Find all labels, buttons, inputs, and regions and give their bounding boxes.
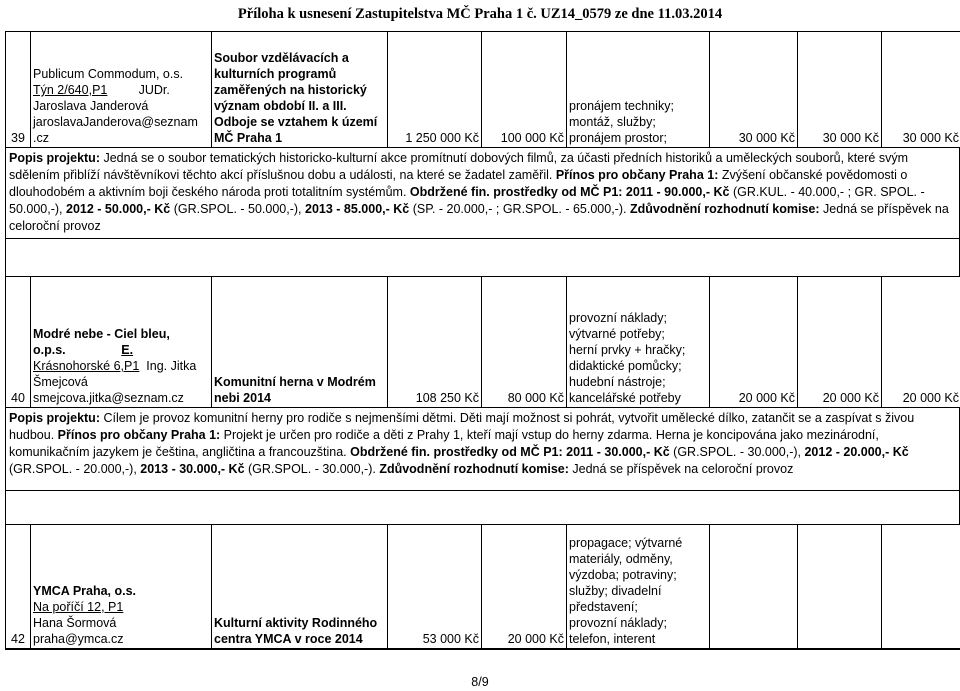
- purpose-cell: provozní náklady; výtvarné potřeby; herní prvky + hračky; didaktické pomůcky; hudební nástroje; kancelářské potřeby: [567, 277, 710, 407]
- total-cost-cell: 53 000 Kč: [388, 525, 482, 648]
- page-header: Příloha k usnesení Zastupitelstva MČ Praha 1 č. UZ14_0579 ze dne 11.03.2014: [237, 6, 723, 22]
- table-row: [6, 32, 960, 148]
- project-name-cell: Komunitní herna v Modrém nebi 2014: [212, 277, 388, 407]
- amount-cell-3: [882, 525, 960, 648]
- table-row: [6, 277, 960, 408]
- total-cost-cell: 108 250 Kč: [388, 277, 482, 407]
- amount-cell-1: 30 000 Kč: [710, 32, 798, 147]
- amount-cell-2: 30 000 Kč: [798, 32, 882, 147]
- applicant-cell: Modré nebe - Ciel bleu, o.p.s. E. Krásnohorské 6,P1 Ing. Jitka Šmejcová smejcova.jitka@seznam.cz: [31, 277, 212, 407]
- row-number: 40: [6, 277, 31, 407]
- grant-table-39: [5, 31, 960, 650]
- purpose-cell: pronájem techniky; montáž, služby; pronájem prostor;: [567, 32, 710, 147]
- amount-cell-2: [798, 525, 882, 648]
- row-separator: [6, 491, 960, 525]
- applicant-cell: YMCA Praha, o.s. Na poříčí 12, P1 Hana Šormová praha@ymca.cz: [31, 525, 212, 648]
- total-cost-cell: 1 250 000 Kč: [388, 32, 482, 147]
- requested-amount-cell: 100 000 Kč: [482, 32, 567, 147]
- project-name-cell: Kulturní aktivity Rodinného centra YMCA v roce 2014: [212, 525, 388, 648]
- row-number: 39: [6, 32, 31, 147]
- row-separator: [6, 239, 960, 277]
- page-number: 8/9: [471, 675, 489, 689]
- purpose-cell: propagace; výtvarné materiály, odměny, výzdoba; potraviny; služby; divadelní představení; provozní náklady; telefon, interent: [567, 525, 710, 648]
- row-number: 42: [6, 525, 31, 648]
- amount-cell-2: 20 000 Kč: [798, 277, 882, 407]
- project-name-cell: Soubor vzdělávacích a kulturních programů zaměřených na historický význam období II. a III. Odboje se vztahem k území MČ Praha 1: [212, 32, 388, 147]
- amount-cell-1: 20 000 Kč: [710, 277, 798, 407]
- table-row: [6, 525, 960, 649]
- requested-amount-cell: 20 000 Kč: [482, 525, 567, 648]
- applicant-cell: Publicum Commodum, o.s. Týn 2/640,P1 JUDr. Jaroslava Janderová jaroslavaJanderova@seznam .cz: [31, 32, 212, 147]
- requested-amount-cell: 80 000 Kč: [482, 277, 567, 407]
- amount-cell-1: [710, 525, 798, 648]
- amount-cell-3: 30 000 Kč: [902, 131, 959, 145]
- project-description: Popis projektu: Jedná se o soubor tematických historicko-kulturní akce promítnutí dobových filmů, za účasti předních historiků a uměleckých souborů, které svým sdělením přiblíží návštěvníkovi těchto akcí příslušnou dobu a události, na které se žadatel zaměřil. Přínos pro občany Praha 1: Zvýšení občanské povědomosti o dlouhodobém a aktivním boji českého národa proti totalitním systémům. Obdržené fin. prostředky od MČ P1: 2011 - 90.000,- Kč (GR.KUL. - 40.000,- ; GR. SPOL. - 50.000,-), 2012 - 50.000,- Kč (GR.SPOL. - 50.000,-), 2013 - 85.000,- Kč (SP. - 20.000,- ; GR.SPOL. - 65.000,-). Zdůvodnění rozhodnutí komise: Jedná se příspěvek na celoroční provoz: [6, 148, 960, 239]
- project-description: Popis projektu: Cílem je provoz komunitní herny pro rodiče s nejmenšími dětmi. Děti mají možnost si pohrát, vytvořit umělecké dílko, zatančit se a zaspívat s živou hudbou. Přínos pro občany Praha 1: Projekt je určen pro rodiče a děti z Prahy 1, kteří mají vstup do herny zdarma. Herna je koncipována jako mezinárodní, komunikačním jazykem je čeština, angličtina a francouzština. Obdržené fin. prostředky od MČ P1: 2011 - 30.000,- Kč (GR.SPOL. - 30.000,-), 2012 - 20.000,- Kč (GR.SPOL. - 20.000,-), 2013 - 30.000,- Kč (GR.SPOL. - 30.000,-). Zdůvodnění rozhodnutí komise: Jedná se příspěvek na celoroční provoz: [6, 408, 960, 491]
- amount-cell-3: 20 000 Kč: [902, 391, 959, 405]
